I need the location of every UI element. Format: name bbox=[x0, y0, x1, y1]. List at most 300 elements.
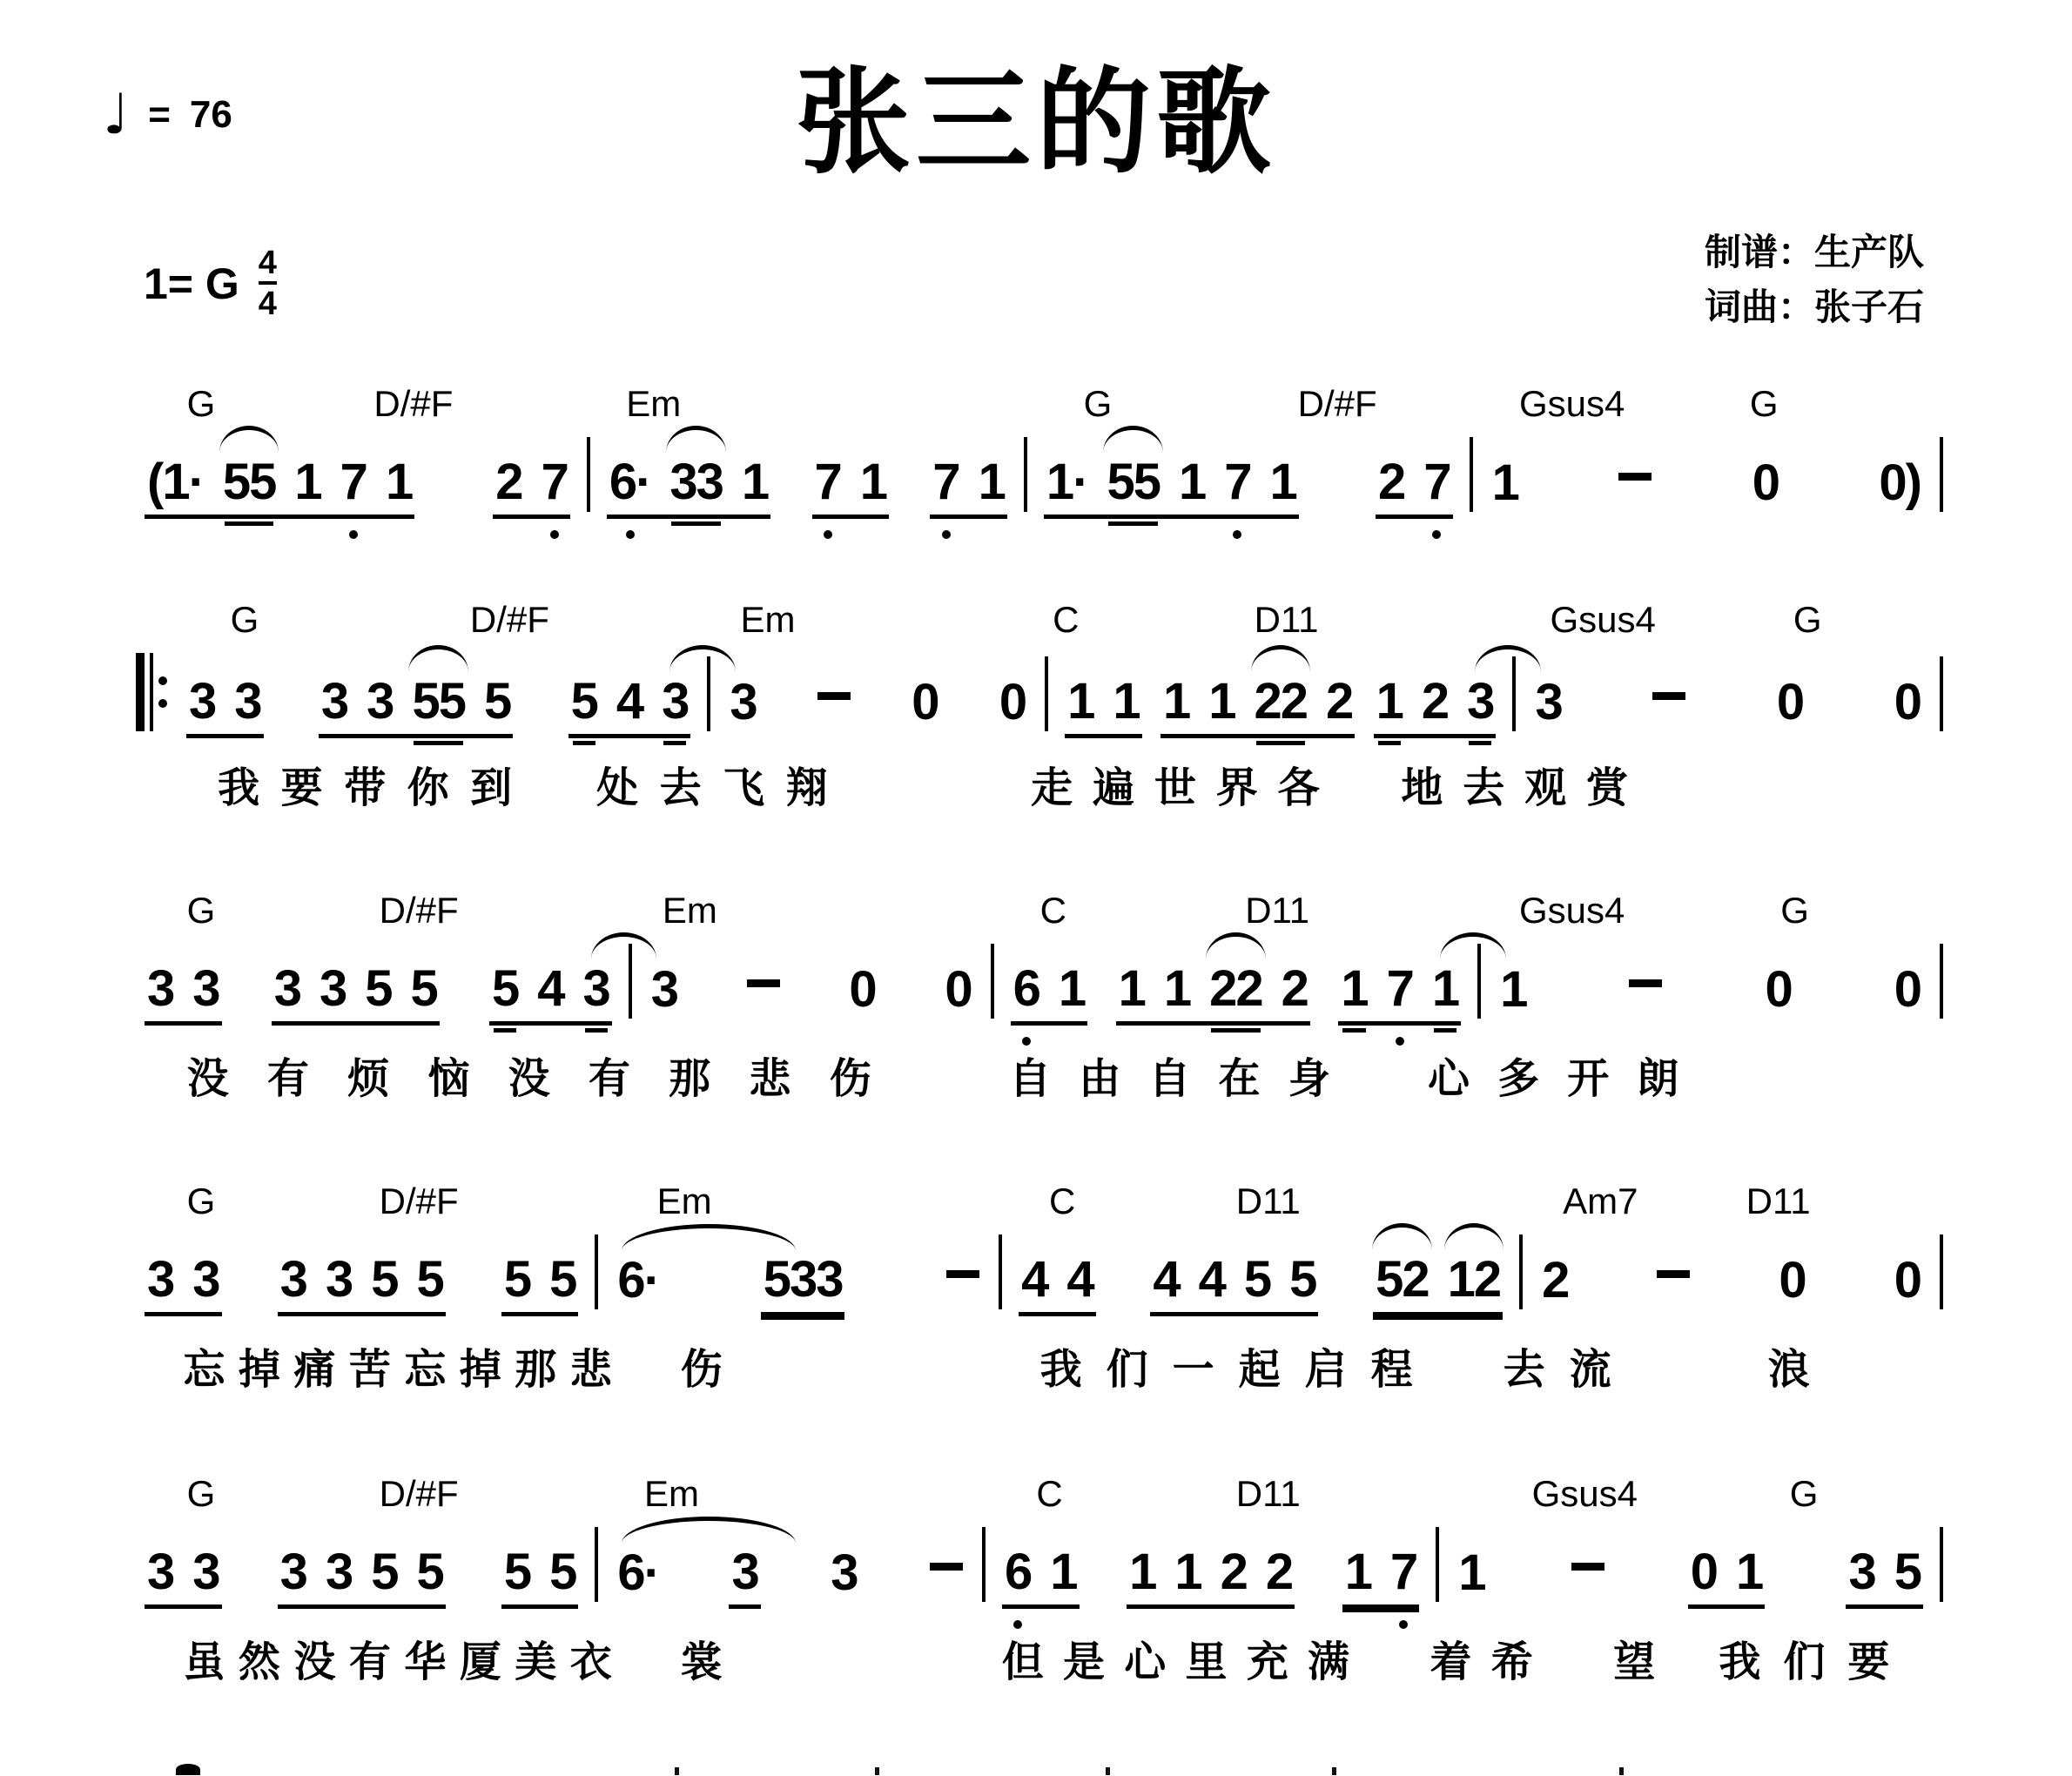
note: 0 bbox=[1779, 1252, 1806, 1308]
score-system bbox=[131, 890, 1946, 1134]
lyric-char bbox=[1340, 754, 1382, 814]
lyric-char: 里 bbox=[1185, 1639, 1228, 1685]
lyric-char: 遍 bbox=[1093, 765, 1135, 811]
beam-group bbox=[761, 1251, 845, 1316]
lyric-char: 华 bbox=[404, 1639, 447, 1685]
lyric-char: 有 bbox=[348, 1639, 391, 1685]
beam-group bbox=[909, 674, 940, 738]
lyric-char: 有 bbox=[266, 1056, 309, 1102]
note: 3 bbox=[192, 1544, 219, 1600]
note: 1 bbox=[1736, 1544, 1763, 1600]
chord-label: Em bbox=[644, 1473, 700, 1514]
note: 1· bbox=[1046, 454, 1088, 510]
lyric-char bbox=[1552, 1628, 1594, 1688]
chord-label: Am7 bbox=[1563, 1181, 1638, 1221]
measure bbox=[131, 454, 584, 519]
beam-group bbox=[272, 960, 440, 1026]
note: 3 bbox=[831, 1544, 858, 1601]
beam-group bbox=[615, 1252, 662, 1316]
time-signature bbox=[259, 246, 277, 322]
chord-row bbox=[131, 599, 1946, 648]
note: 3 bbox=[147, 1544, 174, 1600]
beam-group bbox=[942, 961, 973, 1026]
chord-label: D/#F bbox=[379, 1181, 459, 1221]
note: 55 bbox=[1107, 454, 1160, 510]
beam-group bbox=[1497, 961, 1529, 1026]
lyric-char: 虽 bbox=[183, 1639, 225, 1685]
beam-group bbox=[1150, 1251, 1318, 1316]
chord-label: G bbox=[1749, 383, 1779, 424]
note: 5 bbox=[503, 1251, 531, 1308]
note: 5 bbox=[483, 673, 511, 730]
barline bbox=[595, 1527, 598, 1602]
measure bbox=[131, 1251, 592, 1316]
beam-group bbox=[1616, 473, 1654, 519]
lyric-char: 翔 bbox=[785, 765, 828, 811]
note: 1 bbox=[1129, 1544, 1156, 1600]
note: 1 bbox=[1113, 673, 1140, 730]
note: 7 bbox=[542, 457, 568, 508]
lyric-char: 多 bbox=[1497, 1056, 1540, 1102]
note: 3 bbox=[367, 673, 394, 730]
note: 2 bbox=[1326, 673, 1353, 730]
lyric-char: 赏 bbox=[1586, 765, 1629, 811]
lyric-char: 心 bbox=[1124, 1639, 1167, 1685]
note: 0 bbox=[1690, 1544, 1718, 1600]
note: 1 bbox=[859, 454, 887, 510]
measure bbox=[601, 1251, 996, 1316]
note: 5 bbox=[371, 1251, 398, 1308]
note: 3 bbox=[1848, 1544, 1875, 1600]
note: 1 bbox=[741, 454, 769, 510]
chord-label: G bbox=[1083, 383, 1113, 424]
note: 5 bbox=[365, 960, 392, 1017]
note: 22 bbox=[1254, 673, 1308, 730]
lyric-char: 在 bbox=[1218, 1056, 1261, 1102]
note: 55 bbox=[222, 454, 276, 510]
beam-group bbox=[145, 960, 222, 1026]
barline bbox=[1045, 656, 1048, 731]
lyric-char: 是 bbox=[1063, 1639, 1106, 1685]
cutoff-fragment bbox=[176, 1764, 200, 1775]
lyric-char: 流 bbox=[1569, 1347, 1611, 1393]
lyric-char: 悲 bbox=[749, 1056, 791, 1102]
beam-group bbox=[1002, 1544, 1080, 1609]
lyric-phrase bbox=[1009, 1045, 1678, 1105]
note: 3 bbox=[147, 960, 174, 1017]
note: 12 bbox=[1447, 1251, 1501, 1308]
lyric-char bbox=[1369, 1628, 1410, 1688]
lyric-char: 充 bbox=[1246, 1639, 1288, 1685]
lyric-char: 走 bbox=[1031, 765, 1073, 811]
note: 7 bbox=[1423, 457, 1450, 508]
lyric-char: 满 bbox=[1308, 1639, 1350, 1685]
measure bbox=[1518, 674, 1937, 738]
beam-group bbox=[1532, 674, 1564, 738]
dash-note bbox=[930, 1563, 963, 1571]
note: 6· bbox=[617, 1544, 659, 1601]
note: 2 bbox=[1542, 1252, 1569, 1308]
barline bbox=[1519, 1234, 1523, 1309]
note: 3 bbox=[279, 1544, 306, 1600]
beam-group bbox=[1065, 673, 1142, 738]
beam-group bbox=[278, 1251, 446, 1316]
beam-group bbox=[1160, 673, 1355, 738]
cutoff-fragment bbox=[1332, 1767, 1336, 1775]
chord-label: D11 bbox=[1245, 890, 1310, 931]
lyric-char: 衣 bbox=[569, 1639, 612, 1685]
measure bbox=[713, 674, 1042, 738]
note: 7 bbox=[932, 457, 959, 508]
barline bbox=[1940, 944, 1943, 1019]
lyric-row bbox=[131, 1045, 1946, 1102]
chord-label: G bbox=[186, 1473, 216, 1514]
note: 6 bbox=[1005, 1547, 1031, 1598]
beam-group bbox=[1774, 674, 1806, 738]
beam-group bbox=[1044, 454, 1299, 519]
page-title: 张三的歌 bbox=[796, 58, 1276, 186]
beam-group bbox=[1892, 1252, 1923, 1316]
beam-group bbox=[1626, 979, 1665, 1026]
note: 5 bbox=[491, 960, 519, 1017]
lyric-char: 你 bbox=[407, 765, 449, 811]
lyric-char: 厦 bbox=[459, 1639, 501, 1685]
beam-group bbox=[1373, 1251, 1503, 1316]
note: 0 bbox=[912, 674, 938, 730]
lyric-char: 然 bbox=[238, 1639, 280, 1685]
note: 1 bbox=[1179, 454, 1206, 510]
chord-label: Em bbox=[662, 890, 717, 931]
note: 3 bbox=[192, 960, 219, 1017]
note: 1 bbox=[1208, 673, 1235, 730]
lyric-phrase bbox=[218, 754, 828, 814]
chord-label: Gsus4 bbox=[1531, 1473, 1638, 1514]
chord-label: G bbox=[1793, 599, 1822, 640]
note-row bbox=[131, 1527, 1946, 1609]
measure bbox=[593, 454, 1021, 519]
time-denominator: 4 bbox=[259, 281, 277, 322]
barline bbox=[1940, 656, 1943, 731]
note: 7 bbox=[1224, 457, 1250, 508]
lyric-phrase bbox=[1002, 1628, 1656, 1688]
note: 7 bbox=[340, 457, 367, 508]
beam-group bbox=[1376, 454, 1453, 519]
chord-label: D11 bbox=[1746, 1181, 1811, 1221]
dash-note bbox=[1657, 1270, 1690, 1278]
lyric-char: 去 bbox=[1463, 765, 1505, 811]
note: 0 bbox=[1894, 1252, 1921, 1308]
lyric-char bbox=[1636, 1335, 1678, 1396]
time-numerator: 4 bbox=[258, 245, 277, 281]
chord-label: G bbox=[1789, 1473, 1819, 1514]
dash-note bbox=[1652, 692, 1685, 700]
note: 2 bbox=[1378, 454, 1405, 510]
note: 533 bbox=[763, 1251, 843, 1308]
note: 1 bbox=[294, 454, 321, 510]
chord-label: G bbox=[186, 890, 216, 931]
note: (1· bbox=[147, 454, 204, 510]
lyric-char bbox=[1358, 1045, 1400, 1105]
note: 2 bbox=[1265, 1544, 1293, 1600]
lyric-char: 处 bbox=[596, 765, 639, 811]
lyric-char: 一 bbox=[1172, 1347, 1214, 1393]
lyric-char: 那 bbox=[669, 1056, 711, 1102]
note: 3 bbox=[147, 1251, 174, 1308]
beam-group bbox=[727, 674, 758, 738]
note: 0 bbox=[1752, 454, 1779, 511]
dash-note bbox=[1571, 1563, 1604, 1571]
beam-group bbox=[1539, 1252, 1571, 1316]
note-row bbox=[131, 437, 1946, 519]
lyric-char: 望 bbox=[1613, 1639, 1656, 1685]
barline bbox=[1940, 1527, 1943, 1602]
chord-label: D/#F bbox=[379, 890, 459, 931]
note: 3 bbox=[731, 1544, 758, 1600]
note: 1 bbox=[1431, 960, 1459, 1017]
lyric-char: 那 bbox=[515, 1347, 557, 1393]
note: 3 bbox=[189, 673, 216, 730]
lyric-char: 着 bbox=[1430, 1639, 1472, 1685]
chord-label: G bbox=[230, 599, 259, 640]
chord-label: C bbox=[1053, 599, 1080, 640]
beam-group bbox=[1750, 454, 1781, 519]
beam-group bbox=[1374, 673, 1497, 738]
lyric-char: 世 bbox=[1154, 765, 1196, 811]
barline bbox=[595, 1234, 598, 1309]
beam-group bbox=[812, 454, 890, 519]
lyric-char bbox=[534, 754, 575, 814]
barline bbox=[1436, 1527, 1439, 1602]
beam-group bbox=[1338, 960, 1461, 1026]
beam-group bbox=[1456, 1544, 1487, 1609]
lyric-phrase bbox=[183, 1335, 722, 1396]
lyric-char: 我 bbox=[1039, 1347, 1082, 1393]
barline bbox=[1024, 437, 1027, 512]
measure bbox=[1005, 1251, 1517, 1316]
lyric-char: 忘 bbox=[183, 1347, 225, 1393]
beam-group bbox=[501, 1544, 579, 1609]
credit-writer: 词曲：张子石 bbox=[1704, 286, 1924, 327]
beam-group bbox=[145, 1251, 222, 1316]
key-label: 1= G bbox=[144, 259, 239, 309]
lyric-char: 有 bbox=[588, 1056, 630, 1102]
lyric-char: 痛 bbox=[293, 1347, 336, 1393]
note: 1 bbox=[978, 454, 1005, 510]
lyric-char: 朗 bbox=[1637, 1056, 1679, 1102]
chord-label: D11 bbox=[1254, 599, 1319, 640]
beam-group bbox=[1650, 692, 1688, 738]
tempo-equals: = bbox=[148, 93, 171, 136]
beam-group bbox=[145, 454, 414, 519]
barline bbox=[587, 437, 590, 512]
lyric-char: 开 bbox=[1567, 1056, 1610, 1102]
note: 5 bbox=[549, 1544, 576, 1600]
lyric-char: 忘 bbox=[404, 1347, 447, 1393]
lyric-char: 掉 bbox=[238, 1347, 280, 1393]
note: 4 bbox=[1198, 1251, 1225, 1308]
lyric-char: 伤 bbox=[829, 1056, 871, 1102]
note: 3 bbox=[325, 1251, 353, 1308]
note: 5 bbox=[416, 1544, 443, 1600]
score-system bbox=[131, 383, 1946, 627]
note: 2 bbox=[495, 454, 522, 510]
beam-group bbox=[1342, 1544, 1420, 1609]
note: 5 bbox=[416, 1251, 443, 1308]
chord-row bbox=[131, 383, 1946, 432]
lyric-char: 由 bbox=[1079, 1056, 1121, 1102]
note: 0 bbox=[1776, 674, 1804, 730]
lyric-char bbox=[1437, 1335, 1479, 1396]
note: 1 bbox=[1118, 960, 1145, 1017]
beam-group bbox=[729, 1544, 760, 1609]
beam-group bbox=[1019, 1251, 1096, 1316]
lyric-row bbox=[131, 754, 1946, 811]
lyric-char: 浪 bbox=[1767, 1347, 1810, 1393]
measure bbox=[1525, 1252, 1937, 1316]
note: 3 bbox=[325, 1544, 353, 1600]
note: 3 bbox=[273, 960, 300, 1017]
cutoff-fragment bbox=[675, 1767, 679, 1775]
note: 4 bbox=[1153, 1251, 1180, 1308]
lyric-phrase bbox=[1719, 1628, 1889, 1688]
lyric-char: 美 bbox=[515, 1639, 557, 1685]
note: 52 bbox=[1376, 1251, 1429, 1308]
beam-group bbox=[607, 454, 770, 519]
note: 7 bbox=[1387, 964, 1413, 1014]
measure bbox=[988, 1544, 1433, 1609]
beam-group bbox=[1654, 1270, 1692, 1316]
lyric-char: 我 bbox=[1719, 1639, 1761, 1685]
beam-group bbox=[1892, 961, 1923, 1026]
beam-group bbox=[501, 1251, 579, 1316]
lyric-char: 要 bbox=[1847, 1639, 1890, 1685]
lyric-char: 飞 bbox=[723, 765, 765, 811]
lyric-char: 但 bbox=[1001, 1639, 1044, 1685]
lyric-char: 没 bbox=[508, 1056, 550, 1102]
tempo-value: 76 bbox=[189, 93, 232, 136]
barline bbox=[1940, 437, 1943, 512]
beam-group bbox=[846, 961, 878, 1026]
lyric-char: 没 bbox=[293, 1639, 336, 1685]
note: 0 bbox=[1765, 961, 1792, 1018]
measure bbox=[1442, 1544, 1937, 1609]
beam-group bbox=[997, 674, 1028, 738]
lyric-char: 伤 bbox=[680, 1347, 723, 1393]
chord-label: C bbox=[1049, 1181, 1076, 1221]
beam-group bbox=[649, 961, 680, 1026]
note: 1 bbox=[1269, 454, 1296, 510]
beam-group bbox=[1762, 961, 1793, 1026]
note: 5 bbox=[371, 1544, 398, 1600]
lyric-char: 界 bbox=[1215, 765, 1258, 811]
measure bbox=[131, 1544, 592, 1609]
beam-group bbox=[489, 960, 612, 1026]
beam-group bbox=[1776, 1252, 1807, 1316]
chord-label: Em bbox=[626, 383, 682, 424]
lyric-char: 程 bbox=[1370, 1347, 1413, 1393]
note: 3 bbox=[650, 961, 678, 1018]
lyric-char: 观 bbox=[1524, 765, 1567, 811]
quarter-note-icon: ♩ bbox=[103, 83, 130, 147]
note: 1 bbox=[1491, 454, 1518, 511]
beam-group bbox=[319, 673, 513, 738]
barline bbox=[991, 944, 994, 1019]
note-row bbox=[131, 653, 1946, 738]
note: 1 bbox=[1050, 1544, 1077, 1600]
beam-group bbox=[278, 1544, 446, 1609]
measure bbox=[1030, 454, 1467, 519]
lyric-char: 自 bbox=[1148, 1056, 1191, 1102]
note: 3 bbox=[582, 960, 609, 1017]
lyric-char bbox=[625, 1628, 667, 1688]
note: 5 bbox=[503, 1544, 531, 1600]
note: 3 bbox=[1467, 673, 1494, 730]
note: 1 bbox=[1458, 1544, 1485, 1601]
beam-group bbox=[1876, 454, 1923, 519]
note: 1 bbox=[1067, 673, 1094, 730]
note: 1 bbox=[1163, 673, 1190, 730]
lyric-char: 要 bbox=[280, 765, 323, 811]
note: 3 bbox=[320, 673, 348, 730]
beam-group bbox=[1688, 1544, 1766, 1609]
note: 3 bbox=[662, 673, 689, 730]
lyric-char: 自 bbox=[1009, 1056, 1052, 1102]
score-system bbox=[131, 1181, 1946, 1424]
note: 3 bbox=[279, 1251, 306, 1308]
note: 4 bbox=[1021, 1251, 1048, 1308]
note: 7 bbox=[1390, 1547, 1416, 1598]
note: 4 bbox=[616, 673, 643, 730]
note: 55 bbox=[412, 673, 465, 730]
lyric-row bbox=[131, 1628, 1946, 1685]
lyric-char: 们 bbox=[1783, 1639, 1826, 1685]
note: 2 bbox=[1220, 1544, 1247, 1600]
note: 1 bbox=[1174, 1544, 1201, 1600]
note: 0 bbox=[945, 961, 972, 1018]
note: 3 bbox=[192, 1251, 219, 1308]
note: 5 bbox=[1243, 1251, 1271, 1308]
lyric-phrase bbox=[1040, 1335, 1810, 1396]
lyric-char: 没 bbox=[186, 1056, 229, 1102]
chord-label: D11 bbox=[1235, 1473, 1301, 1514]
cutoff-fragment bbox=[875, 1767, 879, 1775]
barline bbox=[1470, 437, 1473, 512]
lyric-char: 去 bbox=[659, 765, 702, 811]
lyric-char: 悲 bbox=[569, 1347, 612, 1393]
repeat-sign bbox=[136, 653, 167, 731]
barline bbox=[999, 1234, 1002, 1309]
chord-row bbox=[131, 890, 1946, 938]
note: 1 bbox=[1058, 960, 1086, 1017]
measure bbox=[601, 1544, 979, 1609]
lyric-char: 身 bbox=[1288, 1056, 1330, 1102]
beam-group bbox=[145, 1544, 222, 1609]
measure bbox=[1483, 961, 1937, 1026]
note: 5 bbox=[570, 673, 597, 730]
chord-label: Gsus4 bbox=[1519, 383, 1625, 424]
lyric-phrase bbox=[187, 1045, 871, 1105]
chord-label: C bbox=[1039, 890, 1066, 931]
note: 33 bbox=[669, 454, 723, 510]
note: 3 bbox=[730, 674, 757, 730]
beam-group bbox=[1569, 1563, 1607, 1609]
measure bbox=[1476, 454, 1937, 519]
note: 6 bbox=[1013, 964, 1039, 1014]
note-row bbox=[131, 944, 1946, 1026]
lyric-char: 去 bbox=[1503, 1347, 1545, 1393]
beam-group bbox=[1846, 1544, 1923, 1609]
lyric-row bbox=[131, 538, 1946, 590]
